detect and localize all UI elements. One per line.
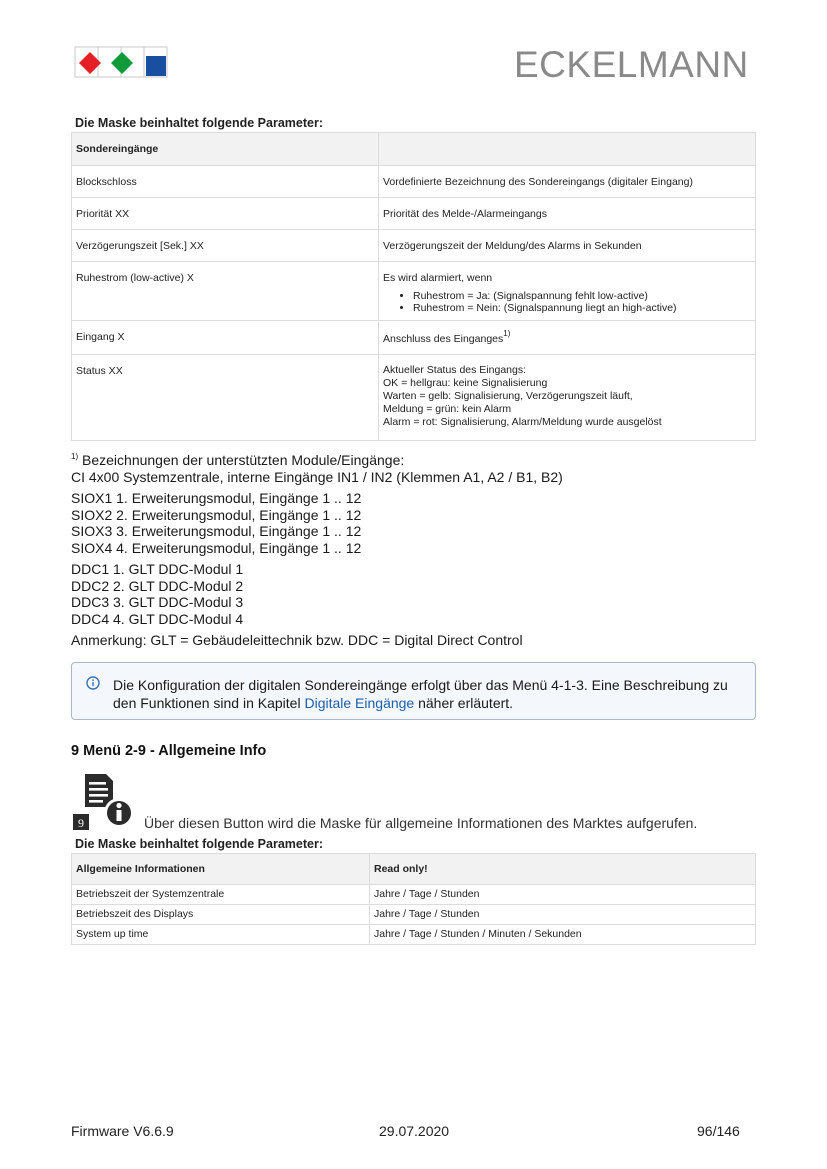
list-item: • Ruhestrom = Ja: (Signalspannung fehlt low-active): [413, 290, 751, 302]
table-cell: Jahre / Tage / Stunden: [370, 885, 756, 905]
siox-line: SIOX2 2. Erweiterungsmodul, Eingänge 1 .. 12: [71, 506, 362, 523]
menu-number-label: 9: [78, 816, 84, 830]
table-cell: Priorität des Melde-/Alarmeingangs: [379, 198, 756, 230]
footer-firmware: Firmware V6.6.9: [71, 1123, 174, 1139]
table-cell: Eingang X: [72, 321, 379, 355]
table-cell: [379, 321, 756, 355]
section-caption: Die Maske beinhaltet folgende Parameter:: [75, 116, 323, 130]
footer-page-number: 96/146: [697, 1123, 740, 1139]
status-line: Warten = gelb: Signalisierung, Verzögerungszeit läuft,: [383, 390, 633, 402]
general-info-menu-icon[interactable]: [71, 771, 135, 831]
table-row: [72, 885, 756, 905]
info-text-part: näher erläutert.: [414, 695, 514, 711]
footer-date: 29.07.2020: [379, 1123, 450, 1139]
info-text-part: Die Konfiguration der digitalen Sondereingänge erfolgt über das Menü 4-1-3. Eine Beschreibung zu den Funktionen sind in Kapitel: [113, 677, 728, 711]
table-row: [72, 230, 756, 262]
parameter-table: [71, 132, 756, 441]
table-cell: Jahre / Tage / Stunden / Minuten / Sekunden: [370, 925, 756, 945]
table-cell: Vordefinierte Bezeichnung des Sondereingangs (digitaler Eingang): [379, 166, 756, 198]
table-cell: Verzögerungszeit der Meldung/des Alarms in Sekunden: [379, 230, 756, 262]
table-row: [72, 321, 756, 355]
table-cell: [379, 355, 756, 441]
note-line: Anmerkung: GLT = Gebäudeleittechnik bzw. DDC = Digital Direct Control: [71, 632, 523, 648]
ddc-line: DDC4 4. GLT DDC-Modul 4: [71, 610, 244, 627]
siox-line: SIOX4 4. Erweiterungsmodul, Eingänge 1 .. 12: [71, 539, 362, 556]
footnote-ref: 1): [503, 329, 511, 338]
status-line: Alarm = rot: Signalisierung, Alarm/Meldung wurde ausgelöst: [383, 416, 662, 428]
section-heading: 9 Menü 2-9 - Allgemeine Info: [71, 743, 267, 759]
menu-description: Über diesen Button wird die Maske für allgemeine Informationen des Marktes aufgerufen.: [144, 815, 698, 831]
table-header-cell: Read only!: [370, 854, 756, 885]
table-cell: Ruhestrom (low-active) X: [72, 262, 379, 321]
table-row: [72, 925, 756, 945]
table-row: [72, 166, 756, 198]
table-cell: Betriebszeit des Displays: [72, 905, 370, 925]
status-line: Meldung = grün: kein Alarm: [383, 403, 512, 415]
link-digitale-eingaenge[interactable]: Digitale Eingänge: [304, 695, 415, 711]
siox-line: SIOX3 3. Erweiterungsmodul, Eingänge 1 .. 12: [71, 523, 362, 539]
status-line: OK = hellgrau: keine Signalisierung: [383, 377, 548, 389]
info-icon: [86, 676, 100, 690]
table-cell: Verzögerungszeit [Sek.] XX: [72, 230, 379, 262]
brand-logo: ECKELMANN: [514, 44, 749, 85]
table-cell: Priorität XX: [72, 198, 379, 230]
table-row: [72, 198, 756, 230]
cell-text: Anschluss des Einganges: [383, 333, 504, 345]
siox-line: SIOX1 1. Erweiterungsmodul, Eingänge 1 .. 12: [71, 490, 362, 506]
table-header-cell: Allgemeine Informationen: [72, 854, 370, 885]
table-row: [72, 262, 756, 321]
table-header-row: [72, 854, 756, 885]
info-box: [71, 662, 756, 720]
table-cell: Betriebszeit der Systemzentrale: [72, 885, 370, 905]
table-cell: Blockschloss: [72, 166, 379, 198]
table-cell: [379, 133, 756, 166]
table-cell: Sondereingänge: [72, 133, 379, 166]
ddc-line: DDC3 3. GLT DDC-Modul 3: [71, 594, 244, 610]
logo-squares-icon: [74, 46, 168, 78]
table-row: [72, 355, 756, 441]
list-item: • Ruhestrom = Nein: (Signalspannung liegt an high-active): [413, 302, 751, 314]
status-line: Aktueller Status des Eingangs:: [383, 364, 527, 376]
info-table: [71, 853, 756, 945]
section-caption: Die Maske beinhaltet folgende Parameter:: [75, 837, 323, 851]
table-header-row: [72, 133, 756, 166]
table-cell: System up time: [72, 925, 370, 945]
info-text: [113, 676, 743, 712]
table-cell: Status XX: [72, 355, 379, 441]
ddc-line: DDC2 2. GLT DDC-Modul 2: [71, 577, 244, 594]
footnote-title: Bezeichnungen der unterstützten Module/Eingänge:: [78, 452, 405, 468]
ddc-line: DDC1 1. GLT DDC-Modul 1: [71, 561, 244, 577]
footnote-mark: 1): [71, 452, 79, 461]
table-cell: Jahre / Tage / Stunden: [370, 905, 756, 925]
bullet-list: [383, 290, 751, 314]
table-cell: [379, 262, 756, 321]
footnote-line: CI 4x00 Systemzentrale, interne Eingänge IN1 / IN2 (Klemmen A1, A2 / B1, B2): [71, 468, 563, 485]
table-row: [72, 905, 756, 925]
cell-text: Es wird alarmiert, wenn: [383, 272, 493, 284]
footnote-block: [71, 452, 563, 649]
